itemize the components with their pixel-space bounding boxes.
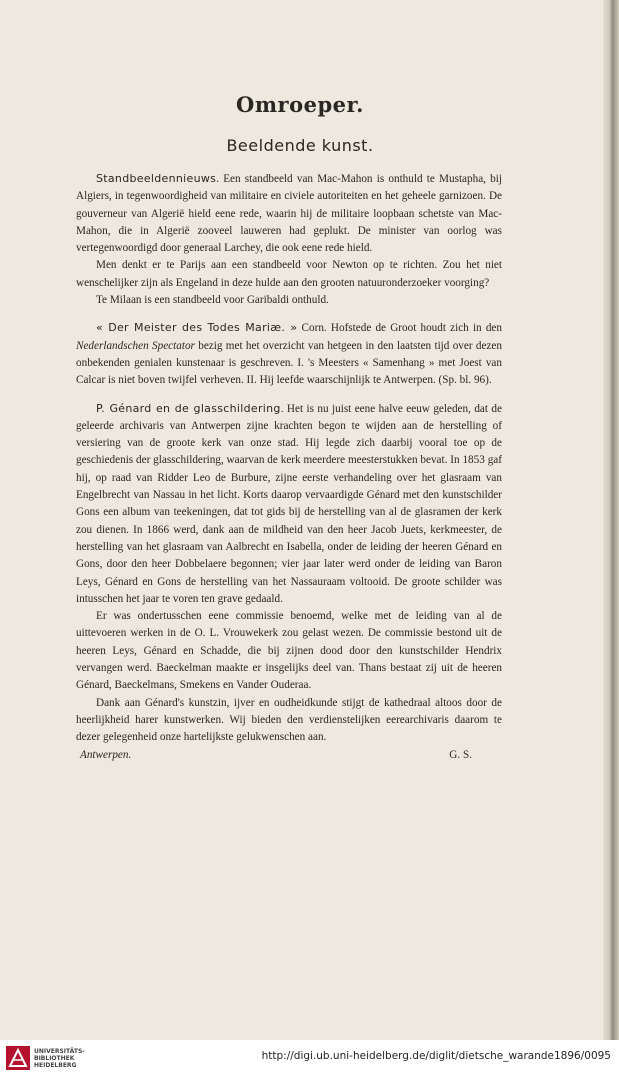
paragraph-commissie: Er was ondertusschen eene commissie benoemd, welke met de leiding van al de uittevoeren werken in de O. L. Vrouwekerk zou gelast wezen. De commissie bestond uit de heeren Leys, Génard en Schadde, die bij zijnen dood door den kunstschilder Hendrix vervangen werd. Baeckelman maakte er insgelijks deel van. Thans bestaat zij uit de heeren Génard, Baeckelmans, Smekens en Vander Ouderaa. bbox=[76, 610, 502, 692]
library-name-line: HEIDELBERG bbox=[34, 1062, 77, 1069]
paragraph-newton: Men denkt er te Parijs aan een standbeeld voor Newton op te richten. Zou het niet wenschelijker zijn als Engeland in deze hulde aan den grooten natuuronderzoeker voorging? bbox=[76, 259, 502, 289]
paragraph-standbeelden bbox=[76, 170, 502, 257]
paragraph-text: . Een standbeeld van Mac-Mahon is onthuld te Mustapha, bij Algiers, in tegenwoordigheid van militaire en civiele autoriteiten en het geheele garnizoen. De gouverneur van Algerië hield eene rede, waarin hij de militaire loopbaan schetste van Mac-Mahon, die in Algerië zooveel lauweren had geplukt. De minister van oorlog was vertegenwoordigd door generaal Larchey, die ook eene rede hield. bbox=[76, 173, 502, 255]
paragraph-dank: Dank aan Génard's kunstzin, ijver en oudheidkunde stijgt de kathedraal altoos door de heerlijkheid harer kunstwerken. Wij bieden den verdienstelijken eerearchivaris daarom te dezer gelegenheid onze hartelijkste gelukwenschen aan. bbox=[76, 696, 502, 744]
paragraph-heading: P. Génard en de glasschildering bbox=[96, 401, 281, 415]
journal-title: Nederlandschen Spectator bbox=[76, 339, 195, 352]
paragraph-garibaldi: Te Milaan is een standbeeld voor Garibaldi onthuld. bbox=[96, 294, 329, 307]
university-seal-icon bbox=[6, 1046, 30, 1070]
signature-line bbox=[76, 747, 502, 764]
author-initials: G. S. bbox=[449, 748, 472, 761]
paragraph-heading: Standbeeldennieuws bbox=[96, 172, 217, 185]
footer-bar bbox=[0, 1040, 619, 1076]
paragraph-text: . Het is nu juist eene halve eeuw geleden, dat de geleerde archivaris van Antwerpen zijne krachten begon te wijden aan de herstelling of versiering van de groote kerk van onze stad. Hij legde zich daarbij vooral toe op de geschiedenis der glasschildering, waarvan de kerk meerdere meesterstukken bevat. In 1853 gaf hij, op raad van Ridder Leo de Burbure, zijne eerste verhandeling over het glasraam van Engelbrecht van Nassau in het licht. Korts daarop vervaardigde Génard met den kunstschilder Gons een album van teekeningen, dat tot gids bij de herstelling van al de glasramen der kerk zou dienen. In 1866 werd, dank aan de mildheid van den heer Jacob Juets, kerkmeester, de herstelling van het glasraam van Aalbrecht en Isabella, onder de leiding der heeren Génard en Gons, door den heer Dobbelaere begonnen; vier jaar later werd onder de leiding van Baron Leys, Génard en Gons de herstelling van het Nassauraam voltooid. De groote schilder was intusschen het jaar te voren ten grave gedaald. bbox=[76, 402, 502, 605]
article-body bbox=[76, 170, 502, 764]
paragraph-text: bezig met het overzicht van hetgeen in den laatsten tijd over dezen onbekenden genialen kunstenaar is geschreven. I. 's Meesters « Samenhang » met Joest van Calcar is niet boven twijfel verheven. II. Hij leefde waarschijnlijk te Antwerpen. (Sp. bl. 96). bbox=[76, 339, 502, 387]
paragraph-meister bbox=[76, 319, 502, 389]
place-name: Antwerpen. bbox=[80, 748, 132, 761]
library-name-line: BIBLIOTHEK bbox=[34, 1055, 75, 1062]
masthead-title: Omroeper. bbox=[236, 92, 364, 117]
paragraph-text: Corn. Hofstede de Groot houdt zich in den bbox=[297, 322, 502, 335]
library-name-line: UNIVERSITÄTS- bbox=[34, 1048, 85, 1055]
paragraph-genard bbox=[76, 400, 502, 609]
page-edge bbox=[603, 0, 619, 1040]
paragraph-heading: « Der Meister des Todes Mariæ. » bbox=[96, 321, 298, 335]
source-url-link[interactable]: http://digi.ub.uni-heidelberg.de/diglit/dietsche_warande1896/0095 bbox=[261, 1050, 611, 1062]
section-title: Beeldende kunst. bbox=[226, 136, 374, 155]
library-name bbox=[34, 1048, 85, 1069]
